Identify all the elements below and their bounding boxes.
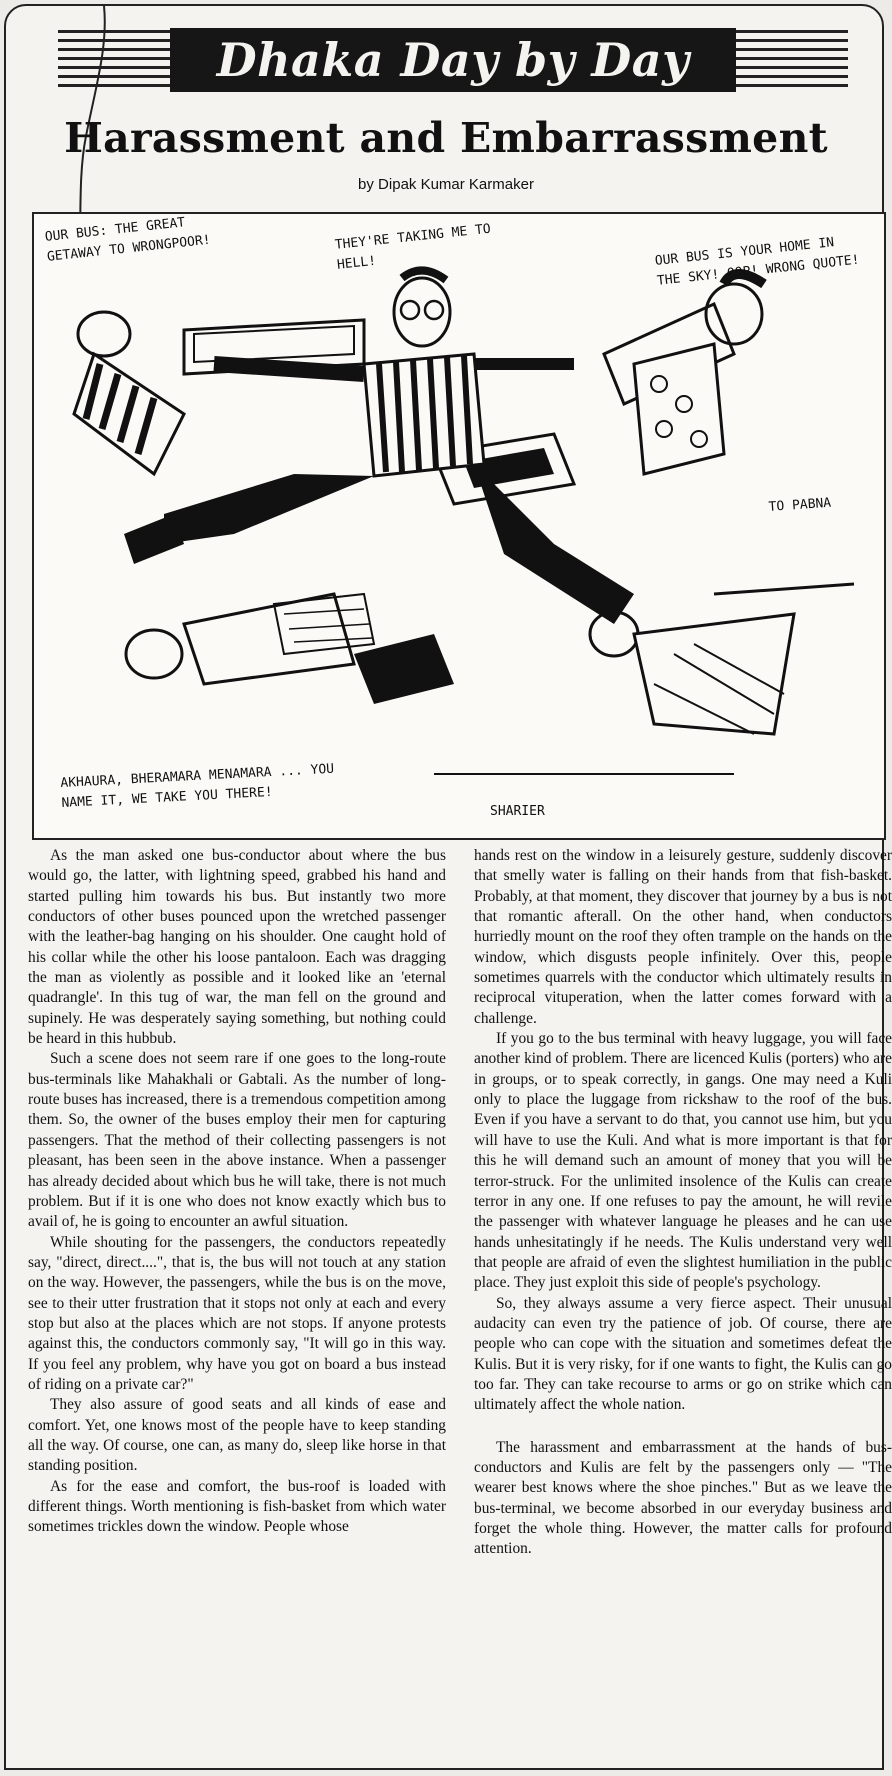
cartoon-drawing xyxy=(34,214,884,838)
section-masthead xyxy=(58,24,848,96)
newspaper-clipping xyxy=(4,4,892,1770)
cartoon-caption-to-pabna: TO PABNA xyxy=(768,495,832,515)
headline: Harassment and Embarrassment xyxy=(64,114,828,162)
byline: by Dipak Kumar Karmaker xyxy=(358,176,534,193)
article-column-left xyxy=(28,846,446,1538)
cartoon-caption-destinations: AKHAURA, BHERAMARA MENAMARA ... YOU NAME IT, WE TAKE YOU THERE! xyxy=(60,761,335,811)
article-paragraph: As the man asked one bus-conductor about where the bus would go, the latter, with lightning speed, grabbed his hand and started pulling him towards his bus. But instantly two more conductors of other buses pounced upon the wretched passenger with the leather-bag hanging on his shoulder. One caught hold of his collar while the other his loose pantaloon. Each was dragging the man as violently as possible and it looked like an 'eternal quadrangle'. In this tug of war, the man fell on the ground and supinely. He was desperately saying something, but nothing could be heard in this hubbub. xyxy=(28,847,446,1048)
cartoon-caption-bus-getaway: OUR BUS: THE GREAT GETAWAY TO WRONGPOOR! xyxy=(44,215,212,265)
cartoon-caption-home-in-sky: OUR BUS IS YOUR HOME IN THE SKY! OOP! WRONG QUOTE! xyxy=(654,235,861,289)
cartoon-illustration xyxy=(32,212,886,840)
article-paragraph: So, they always assume a very fierce aspect. Their unusual audacity can even try the patience of job. Of course, there are people who can cope with the situation and sometimes defeat the Kulis. But it is very risky, for if one wants to fight, the Kulis can go too far. They can take recourse to arms or go on strike which can ultimately affect the whole nation. xyxy=(474,1294,892,1414)
article-paragraph: As for the ease and comfort, the bus-roof is loaded with different things. Worth mentioning is fish-basket from which water sometimes trickles down the window. People whose xyxy=(28,1477,446,1536)
article-paragraph: While shouting for the passengers, the conductors repeatedly say, "direct, direct....", that is, the bus will not touch at any station on the way. However, the passengers, while the bus is on the move, see to their utter frustration that it stops not only at each and every stop but also at the places which are not stops. If anyone protests against this, the conductors commonly say, "It will go in this way. If you feel any problem, why have you got on board a bus instead of riding on a private car?" xyxy=(28,1233,446,1393)
article-paragraph: Such a scene does not seem rare if one goes to the long-route bus-terminals like Mahakhali or Gabtali. As the number of long-route buses has increased, there is a tremendous competition among them. So, the owner of the buses employ their men for capturing passengers. That the method of their collecting passengers is not pleasant, has been seen in the above instance. When a passenger has already decided about which bus he will take, there is not much problem. But if it is one who does not know exactly which bus to avail of, he is going to encounter an awful situation. xyxy=(28,1050,446,1231)
article-paragraph: The harassment and embarrassment at the hands of bus-conductors and Kulis are felt by the passengers only — "The wearer best knows where the shoe pinches." But as we leave the bus-terminal, we become absorbed in our everyday business and forget the whole thing. However, the matter calls for profound attention. xyxy=(474,1438,892,1558)
section-title: Dhaka Day by Day xyxy=(170,28,736,92)
cartoon-caption-taking-me-to-hell: THEY'RE TAKING ME TO HELL! xyxy=(334,221,492,273)
article-paragraph: hands rest on the window in a leisurely gesture, suddenly discover that smelly water is falling on their hands from that fish-basket. Probably, at that moment, they discover that journey by a bus is not that romantic afterall. On the other hand, when conductors hurriedly mount on the roof they often trample on the hands on the window, which disgusts people infinitely. Over this, people sometimes quarrels with the conductor which ultimately results in reciprocal vituperation, when the latter comes forward with a challenge. xyxy=(474,847,892,1027)
article-paragraph: They also assure of good seats and all kinds of ease and comfort. Yet, one knows most of the people have to keep standing all the way. Of course, one can, as many do, sleep like horse in that standing position. xyxy=(28,1396,446,1475)
article-column-right xyxy=(474,846,892,1560)
cartoonist-signature: SHARIER xyxy=(490,804,545,819)
article-paragraph: If you go to the bus terminal with heavy luggage, you will face another kind of problem. There are licenced Kulis (porters) who are in groups, or to speak correctly, in gangs. One may need a Kuli only to place the luggage from rickshaw to the roof of the bus. Even if you have a servant to do that, you cannot use him, but you will have to use the Kuli. And what is more important is that for this he will demand such an amount of money that you will be terror-struck. For the unlimited insolence of the Kulis can create terror in any one. If one refuses to pay the amount, he will revile the passenger with whatever language he pleases and he can use hands unhesitatingly if he needs. The Kulis understand very well that people are afraid of even the slightest humiliation in the public place. They just exploit this side of people's psychology. xyxy=(474,1030,892,1292)
